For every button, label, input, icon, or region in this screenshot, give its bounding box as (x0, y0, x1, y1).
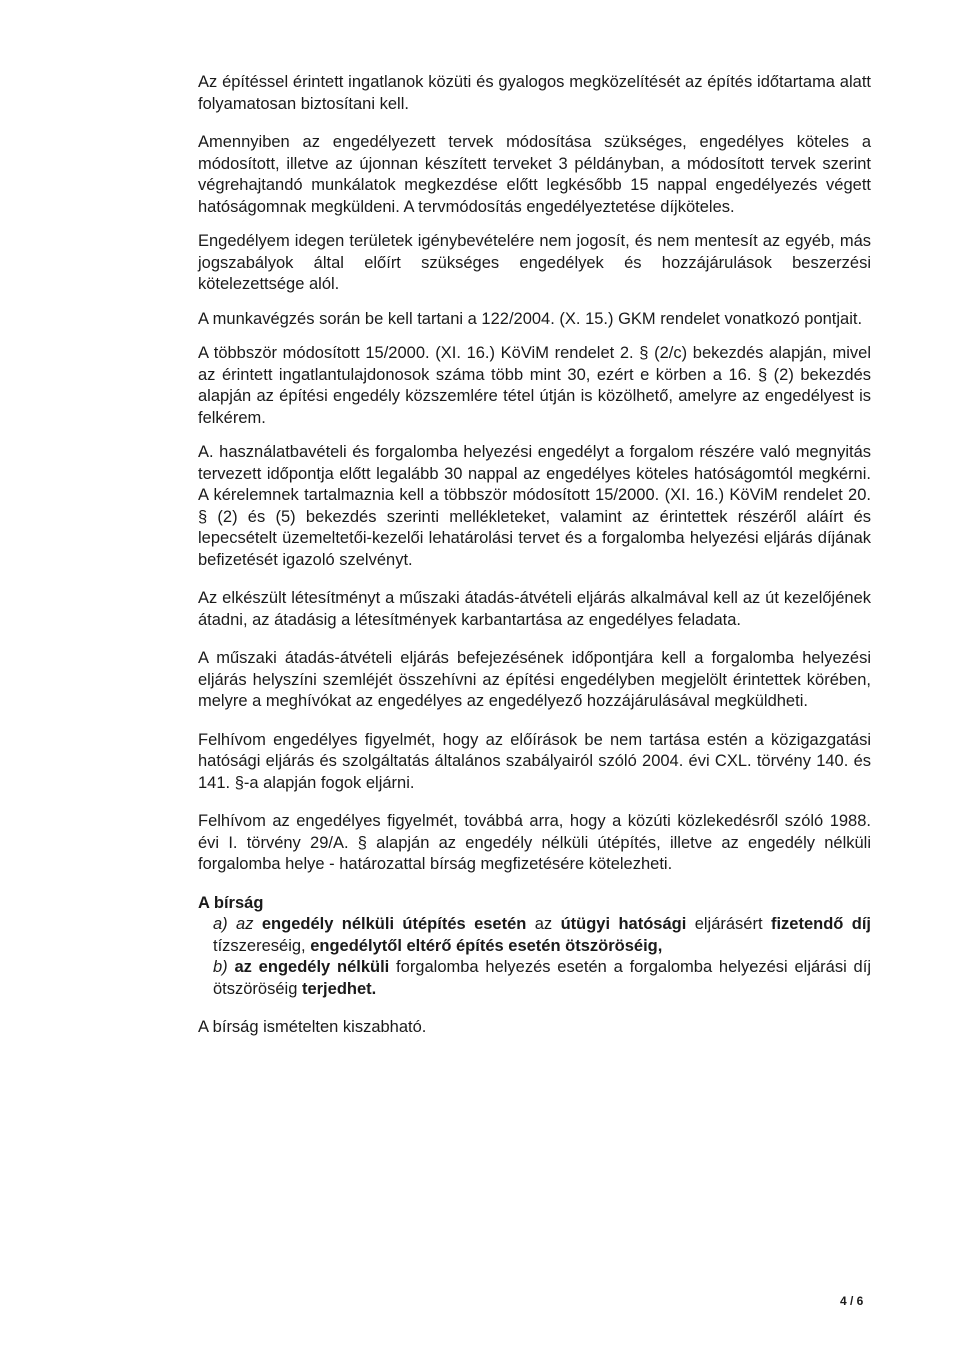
fine-repeat: A bírság ismételten kiszabható. (198, 1018, 427, 1036)
paragraph-warning-procedure: Felhívom engedélyes figyelmét, hogy az előírások be nem tartása estén a közigazgatási hatósági eljárás és szolgáltatás általános szabályairól szóló 2004. évi CXL. törvény 140. és 141. §-a alapján fogok eljárni. (198, 730, 871, 792)
paragraph-warning-fine: Felhívom az engedélyes figyelmét, továbbá arra, hogy a közúti közlekedésről szóló 1988. évi I. törvény 29/A. § alapján az engedély nélküli útépítés, illetve az engedély nélküli forgalomba helye - határozattal bírság megfizetésére kötelezheti. (198, 812, 871, 873)
paragraph-inspection: A műszaki átadás-átvételi eljárás befejezésének időpontjára kell a forgalomba helyezési eljárás helyszíni szemléjét összehívni az építési engedélyben megjelölt érintettek körében, melyre a meghívókat az engedélyes az engedélyező hozzájárulásával megküldheti. (198, 649, 871, 710)
paragraph-plan-modification: Amennyiben az engedélyezett tervek módosítása szükséges, engedélyes köteles a módosított, illetve az újonnan készített terveket 3 példányban, a módosított tervek szerint végrehajtandó munkálatok megkezdése előtt legkésőbb 15 nappal engedélyezés végett hatóságomnak megküldeni. A tervmódosítás engedélyeztetése díjköteles. (198, 133, 871, 216)
fine-item-a: a) az engedély nélküli útépítés esetén az útügyi hatósági eljárásért fizetendő díj tízszereséig, engedélytől eltérő építés esetén ötszöröséig, (213, 915, 871, 955)
paragraph-access: Az építéssel érintett ingatlanok közüti és gyalogos megközelítését az építés időtartama alatt folyamatosan biztosítani kell. (198, 73, 871, 113)
paragraph-public-notice: A többször módosított 15/2000. (XI. 16.) KöViM rendelet 2. § (2/c) bekezdés alapján, mivel az érintett ingatlantulajdonosok száma több mint 30, ezért e körben a 16. § (2) bekezdés alapján az építési engedély közszemlére tétel útján is közölhető, amelyre az engedélyest is felkérem. (198, 344, 871, 427)
page-number: 4 / 6 (840, 1294, 864, 1308)
paragraph-occupancy-permit: A. használatbavételi és forgalomba helyezési engedélyt a forgalom részére való megnyitás tervezett időpontja előtt legalább 30 nappal az engedélyes köteles hatóságomtól megkérni. A kérelemnek tartalmaznia kell a többször módosított 15/2000. (XI. 16.) KöViM rendelet 20. § (2) és (5) bekezdés szerinti mellékleteket, valamint az érintettek részéről aláírt és lepecsételt üzemeltetői-kezelői lehatárolási tervet és a forgalomba helyezési eljárás díjának befizetését igazoló szelvényt. (198, 443, 871, 569)
fine-heading: A bírság (198, 893, 264, 912)
paragraph-handover: Az elkészült létesítményt a műszaki átadás-átvételi eljárás alkalmával kell az út kezelőjének átadni, az átadásig a létesítmények karbantartása az engedélyes feladata. (198, 589, 871, 629)
document-body (198, 72, 871, 1052)
paragraph-gkm-decree: A munkavégzés során be kell tartani a 122/2004. (X. 15.) GKM rendelet vonatkozó pontjait. (198, 309, 863, 328)
paragraph-foreign-land: Engedélyem idegen területek igénybevételére nem jogosít, és nem mentesít az egyéb, más jogszabályok által előírt szükséges engedélyek és hozzájárulások beszerzési kötelezettsége alól. (198, 232, 871, 293)
fine-item-b: b) az engedély nélküli forgalomba helyezés esetén a forgalomba helyezési eljárási díj ötszöröséig terjedhet. (213, 958, 871, 998)
